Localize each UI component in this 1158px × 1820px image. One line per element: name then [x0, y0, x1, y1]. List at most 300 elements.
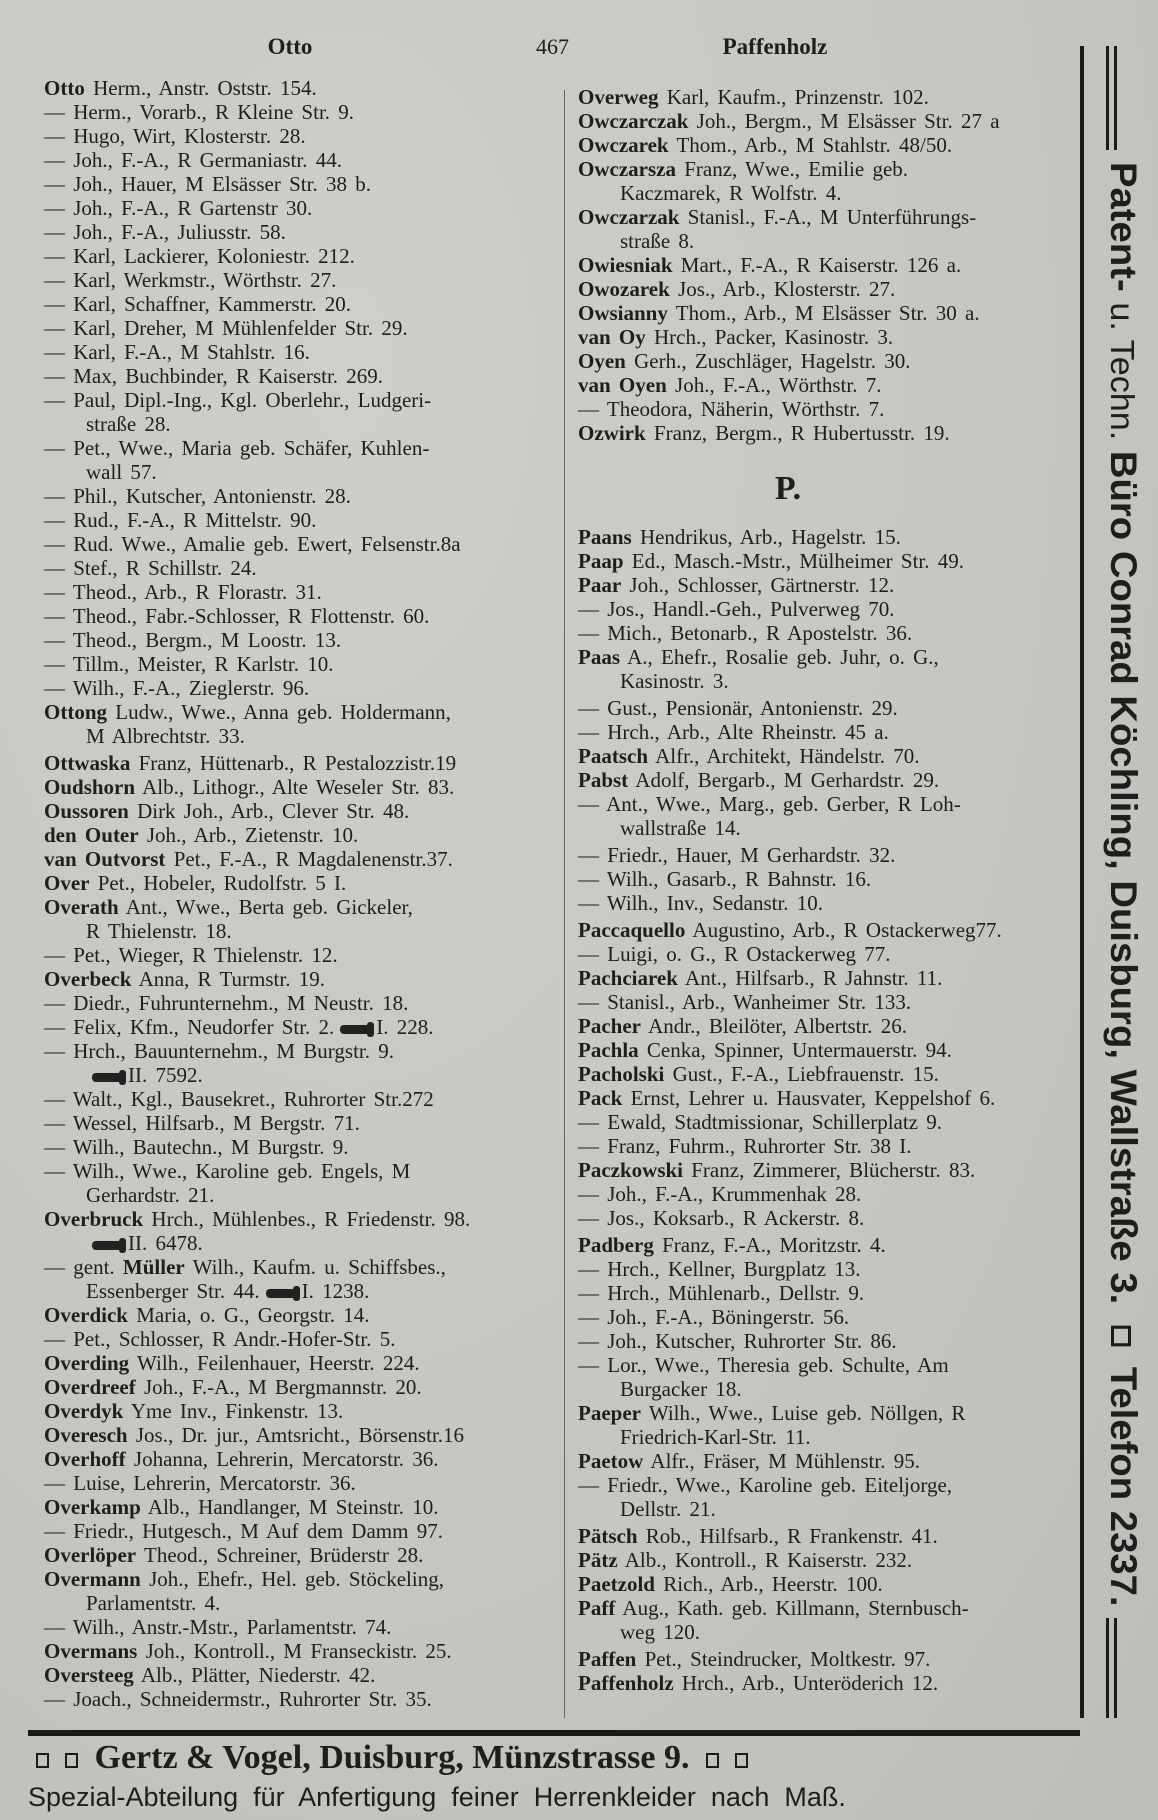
entry-line	[578, 843, 1078, 867]
entry-continuation-line	[44, 1183, 556, 1207]
entry-line	[44, 1327, 556, 1351]
entry-line	[44, 1519, 556, 1543]
directory-entry	[44, 1567, 556, 1615]
entry-line	[578, 157, 1078, 181]
entry-line	[578, 373, 1078, 397]
phone-icon	[340, 1025, 370, 1034]
entry-line	[578, 1086, 1078, 1110]
entry-text: I. 228.	[376, 1015, 434, 1039]
entry-text: Thom., Arb., M Elsässer Str. 30 a.	[667, 301, 980, 325]
entry-line	[578, 1257, 1078, 1281]
directory-entry	[578, 573, 1078, 597]
entry-line	[578, 1353, 1078, 1377]
entry-text: Hrch., Arb., Unteröderich 12.	[673, 1671, 939, 1695]
entry-line	[578, 645, 1078, 669]
surname: Overkamp	[44, 1495, 141, 1519]
directory-entry	[44, 1399, 556, 1423]
entry-continuation-line	[578, 1425, 1078, 1449]
entry-group	[44, 751, 556, 1711]
entry-text: — Wilh., Inv., Sedanstr. 10.	[578, 891, 824, 915]
directory-entry	[44, 388, 556, 436]
surname: Owozarek	[578, 277, 670, 301]
left-column	[44, 76, 556, 1711]
surname: Paetow	[578, 1449, 644, 1473]
directory-entry	[44, 124, 556, 148]
double-rule-top-a	[1106, 46, 1109, 150]
surname: Paeper	[578, 1401, 641, 1425]
entry-text: Cenka, Spinner, Untermauerstr. 94.	[638, 1038, 952, 1062]
entry-text: Burgacker 18.	[620, 1377, 742, 1401]
entry-line	[578, 1329, 1078, 1353]
directory-entry	[44, 1687, 556, 1711]
entry-text: — Walt., Kgl., Bausekret., Ruhrorter Str.272	[44, 1087, 434, 1111]
entry-text: Alb., Kontroll., R Kaiserstr. 232.	[617, 1548, 913, 1572]
entry-line	[578, 990, 1078, 1014]
directory-entry	[44, 628, 556, 652]
entry-text: Theod., Schreiner, Brüderstr 28.	[136, 1543, 424, 1567]
directory-entry	[578, 1134, 1078, 1158]
entry-line	[578, 253, 1078, 277]
entry-group	[578, 1233, 1078, 1521]
entry-line	[44, 943, 556, 967]
entry-line	[578, 1524, 1078, 1548]
surname: Overbeck	[44, 967, 132, 991]
entry-line	[578, 792, 1078, 816]
directory-entry	[578, 942, 1078, 966]
entry-text: Aug., Kath. geb. Killmann, Sternbusch-	[615, 1596, 969, 1620]
surname: Over	[44, 871, 90, 895]
surname: Pachla	[578, 1038, 639, 1062]
entry-line	[578, 1647, 1078, 1671]
entry-line	[578, 891, 1078, 915]
entry-line	[578, 1014, 1078, 1038]
entry-text: Franz, Zimmerer, Blücherstr. 83.	[683, 1158, 976, 1182]
entry-text: II. 6478.	[128, 1231, 203, 1255]
entry-text: — Luigi, o. G., R Ostackerweg 77.	[578, 942, 891, 966]
directory-entry	[578, 1305, 1078, 1329]
entry-text: Thom., Arb., M Stahlstr. 48/50.	[668, 133, 953, 157]
directory-entry	[44, 1303, 556, 1327]
entry-text: Franz, F.-A., Moritzstr. 4.	[653, 1233, 886, 1257]
directory-entry	[44, 1663, 556, 1687]
entry-line	[578, 301, 1078, 325]
entry-group	[578, 843, 1078, 915]
surname: Paans	[578, 525, 632, 549]
entry-line	[44, 1159, 556, 1183]
entry-line	[44, 580, 556, 604]
bottom-ad-tagline: Spezial-Abteilung für Anfertigung feiner Herrenkleider nach Maß.	[28, 1782, 846, 1812]
entry-line	[578, 109, 1078, 133]
directory-entry	[578, 1473, 1078, 1521]
entry-line	[578, 966, 1078, 990]
directory-entry	[578, 1572, 1078, 1596]
square-ornament-icon	[65, 1753, 78, 1768]
entry-text: I. 1238.	[301, 1279, 370, 1303]
directory-entry	[44, 1543, 556, 1567]
entry-line	[578, 1449, 1078, 1473]
entry-line	[44, 148, 556, 172]
directory-entry	[578, 1062, 1078, 1086]
entry-line	[578, 720, 1078, 744]
entry-text: Gerhardstr. 21.	[86, 1183, 215, 1207]
directory-entry	[44, 172, 556, 196]
entry-line	[44, 676, 556, 700]
entry-text: — Gust., Pensionär, Antonienstr. 29.	[578, 696, 898, 720]
directory-entry	[578, 792, 1078, 840]
entry-text: — Stef., R Schillstr. 24.	[44, 556, 257, 580]
square-ornament-icon	[735, 1753, 748, 1768]
surname: Owiesniak	[578, 253, 673, 277]
directory-entry	[578, 891, 1078, 915]
entry-line	[578, 133, 1078, 157]
entry-group	[578, 918, 1078, 1230]
entry-text: Joh., Bergm., M Elsässer Str. 27 a	[688, 109, 1000, 133]
directory-entry	[44, 556, 556, 580]
entry-line	[44, 823, 556, 847]
entry-line	[578, 325, 1078, 349]
entry-text: — Phil., Kutscher, Antonienstr. 28.	[44, 484, 351, 508]
entry-line	[578, 1158, 1078, 1182]
surname: Overmann	[44, 1567, 141, 1591]
entry-line	[578, 573, 1078, 597]
entry-text: Franz, Wwe., Emilie geb.	[675, 157, 909, 181]
entry-line	[578, 1233, 1078, 1257]
entry-line	[578, 867, 1078, 891]
directory-entry	[578, 133, 1078, 157]
entry-text: — Mich., Betonarb., R Apostelstr. 36.	[578, 621, 913, 645]
entry-line	[44, 1543, 556, 1567]
directory-entry	[578, 325, 1078, 349]
directory-entry	[44, 1135, 556, 1159]
entry-line	[578, 349, 1078, 373]
entry-text: — Max, Buchbinder, R Kaiserstr. 269.	[44, 364, 384, 388]
directory-entry	[44, 1159, 556, 1207]
surname: Oudshorn	[44, 775, 136, 799]
entry-line	[44, 220, 556, 244]
surname: Overding	[44, 1351, 130, 1375]
entry-text: Wilh., Feilenhauer, Heerstr. 224.	[129, 1351, 420, 1375]
surname: Paczkowski	[578, 1158, 683, 1182]
directory-entry	[44, 1327, 556, 1351]
entry-text: — Jos., Koksarb., R Ackerstr. 8.	[578, 1206, 865, 1230]
entry-line	[44, 124, 556, 148]
side-ad-telephone: Telefon 2337.	[1103, 1366, 1144, 1607]
entry-text: — Hugo, Wirt, Klosterstr. 28.	[44, 124, 306, 148]
directory-entry	[578, 1353, 1078, 1401]
entry-text: — Hrch., Bauunternehm., M Burgstr. 9.	[44, 1039, 394, 1063]
entry-line	[44, 436, 556, 460]
directory-entry	[578, 1086, 1078, 1110]
entry-text: Kaczmarek, R Wolfstr. 4.	[620, 181, 842, 205]
surname: Paap	[578, 549, 624, 573]
directory-entry	[44, 1447, 556, 1471]
surname: Padberg	[578, 1233, 654, 1257]
column-divider	[564, 90, 565, 1718]
entry-text: — Wessel, Hilfsarb., M Bergstr. 71.	[44, 1111, 360, 1135]
entry-text: — Joh., F.-A., Krummenhak 28.	[578, 1182, 862, 1206]
entry-line	[44, 484, 556, 508]
entry-text: — Joh., F.-A., Böningerstr. 56.	[578, 1305, 850, 1329]
directory-entry	[44, 1471, 556, 1495]
entry-line	[578, 1134, 1078, 1158]
surname: Paffen	[578, 1647, 637, 1671]
entry-text: Wilh., Wwe., Luise geb. Nöllgen, R	[640, 1401, 966, 1425]
entry-text: Ernst, Lehrer u. Hausvater, Keppelshof 6.	[622, 1086, 996, 1110]
directory-entry	[44, 1423, 556, 1447]
entry-line	[44, 1015, 556, 1039]
entry-text: Adolf, Bergarb., M Gerhardstr. 29.	[628, 768, 940, 792]
entry-text: Herm., Anstr. Oststr. 154.	[84, 76, 317, 100]
surname: Pabst	[578, 768, 629, 792]
surname: Pätsch	[578, 1524, 638, 1548]
entry-continuation-line	[44, 1279, 556, 1303]
entry-line	[578, 1572, 1078, 1596]
bottom-ad-line2	[28, 1778, 1080, 1816]
entry-group	[578, 1524, 1078, 1644]
entry-text: Joh., Arb., Zietenstr. 10.	[138, 823, 359, 847]
entry-continuation-line	[578, 181, 1078, 205]
entry-text: Pet., Steindrucker, Moltkestr. 97.	[636, 1647, 931, 1671]
entry-text: Wilh., Kaufm. u. Schiffsbes.,	[184, 1255, 446, 1279]
surname: Pacher	[578, 1014, 641, 1038]
entry-continuation-line	[578, 1497, 1078, 1521]
directory-entry	[578, 1206, 1078, 1230]
directory-entry	[578, 1182, 1078, 1206]
directory-entry	[578, 1038, 1078, 1062]
entry-line	[44, 847, 556, 871]
entry-line	[44, 532, 556, 556]
directory-entry	[578, 109, 1078, 133]
entry-text: Hrch., Packer, Kasinostr. 3.	[645, 325, 894, 349]
directory-entry	[44, 532, 556, 556]
entry-line	[578, 421, 1078, 445]
entry-line	[578, 525, 1078, 549]
entry-line	[44, 751, 556, 775]
directory-entry	[44, 484, 556, 508]
entry-text: — Joh., F.-A., R Germaniastr. 44.	[44, 148, 342, 172]
surname: Paatsch	[578, 744, 648, 768]
entry-text: R Thielenstr. 18.	[86, 919, 232, 943]
entry-text: Alfr., Fräser, M Mühlenstr. 95.	[643, 1449, 920, 1473]
entry-text: Anna, R Turmstr. 19.	[131, 967, 325, 991]
entry-text: Ludw., Wwe., Anna geb. Holdermann,	[107, 700, 451, 724]
entry-line	[44, 1663, 556, 1687]
phone-icon	[92, 1241, 122, 1250]
entry-text: — Joach., Schneidermstr., Ruhrorter Str. 35.	[44, 1687, 432, 1711]
entry-line	[578, 1671, 1078, 1695]
directory-entry	[578, 990, 1078, 1014]
entry-group	[578, 85, 1078, 445]
entry-text: — gent.	[44, 1255, 123, 1279]
directory-entry	[44, 676, 556, 700]
directory-entry	[578, 696, 1078, 720]
entry-line	[44, 100, 556, 124]
directory-entry	[578, 1257, 1078, 1281]
right-column-p-entries	[578, 525, 1078, 1695]
bottom-ad-company: Gertz & Vogel, Duisburg, Münzstrasse 9.	[94, 1739, 690, 1776]
entry-line	[578, 1596, 1078, 1620]
entry-text: — Wilh., Wwe., Karoline geb. Engels, M	[44, 1159, 411, 1183]
surname: van Outvorst	[44, 847, 166, 871]
entry-line	[578, 597, 1078, 621]
directory-entry	[44, 1039, 556, 1087]
directory-entry	[44, 436, 556, 484]
entry-text: Alb., Lithogr., Alte Weseler Str. 83.	[135, 775, 455, 799]
directory-entry	[578, 85, 1078, 109]
surname: Overdyk	[44, 1399, 124, 1423]
entry-text: — Wilh., Gasarb., R Bahnstr. 16.	[578, 867, 872, 891]
entry-line	[44, 1639, 556, 1663]
directory-entry	[578, 1596, 1078, 1644]
entry-text: — Theod., Bergm., M Loostr. 13.	[44, 628, 342, 652]
entry-continuation-line	[578, 816, 1078, 840]
entry-text: Franz, Hüttenarb., R Pestalozzistr.19	[130, 751, 457, 775]
surname: Overdreef	[44, 1375, 136, 1399]
directory-entry	[44, 895, 556, 943]
entry-line	[44, 1135, 556, 1159]
entry-line	[578, 768, 1078, 792]
section-heading: P.	[774, 470, 802, 507]
entry-text: straße 28.	[86, 412, 171, 436]
directory-entry	[44, 364, 556, 388]
entry-text: Johanna, Lehrerin, Mercatorstr. 36.	[125, 1447, 439, 1471]
entry-text: — Franz, Fuhrm., Ruhrorter Str. 38 I.	[578, 1134, 912, 1158]
surname: Overesch	[44, 1423, 128, 1447]
surname: den Outer	[44, 823, 139, 847]
entry-text: Pet., Hobeler, Rudolfstr. 5 I.	[89, 871, 347, 895]
entry-text: Joh., F.-A., M Bergmannstr. 20.	[135, 1375, 422, 1399]
entry-line	[44, 1303, 556, 1327]
surname: Overbruck	[44, 1207, 144, 1231]
entry-line	[578, 397, 1078, 421]
entry-continuation-line	[44, 919, 556, 943]
directory-entry	[578, 744, 1078, 768]
entry-text: — Karl, Dreher, M Mühlenfelder Str. 29.	[44, 316, 408, 340]
entry-continuation-line	[578, 1620, 1078, 1644]
entry-line	[44, 556, 556, 580]
entry-text: — Felix, Kfm., Neudorfer Str. 2.	[44, 1015, 335, 1039]
directory-entry	[44, 775, 556, 799]
entry-text: — Luise, Lehrerin, Mercatorstr. 36.	[44, 1471, 356, 1495]
side-ad-office: Büro Conrad Köchling, Duisburg, Wallstraße 3.	[1103, 450, 1144, 1305]
entry-line	[44, 628, 556, 652]
entry-text: Augustino, Arb., R Ostackerweg77.	[685, 918, 1002, 942]
entry-continuation-line	[578, 229, 1078, 253]
entry-continuation-line	[44, 1591, 556, 1615]
entry-text: Karl, Kaufm., Prinzenstr. 102.	[658, 85, 929, 109]
directory-entry	[578, 1401, 1078, 1449]
surname: Ottong	[44, 700, 107, 724]
directory-entry	[44, 580, 556, 604]
side-ad-border	[1080, 46, 1084, 1718]
entry-line	[44, 1207, 556, 1231]
surname: Owczarczak	[578, 109, 689, 133]
entry-line	[578, 1473, 1078, 1497]
square-ornament-icon	[706, 1753, 719, 1768]
entry-line	[44, 1615, 556, 1639]
header-right-keyword: Paffenholz	[722, 34, 828, 59]
entry-line	[44, 1351, 556, 1375]
directory-entry	[44, 1639, 556, 1663]
entry-text: Parlamentstr. 4.	[86, 1591, 221, 1615]
surname: Paffenholz	[578, 1671, 674, 1695]
directory-entry	[578, 918, 1078, 942]
entry-line	[44, 604, 556, 628]
directory-entry	[44, 1495, 556, 1519]
entry-continuation-line	[44, 724, 556, 748]
entry-continuation-line	[44, 460, 556, 484]
directory-entry	[578, 1671, 1078, 1695]
entry-text: Joh., Schlosser, Gärtnerstr. 12.	[621, 573, 895, 597]
entry-text: — Paul, Dipl.-Ing., Kgl. Oberlehr., Ludgeri-	[44, 388, 432, 412]
square-ornament-icon	[36, 1753, 49, 1768]
entry-text: — Karl, Schaffner, Kammerstr. 20.	[44, 292, 352, 316]
directory-entry	[578, 301, 1078, 325]
entry-text: — Rud., F.-A., R Mittelstr. 90.	[44, 508, 317, 532]
directory-entry	[578, 867, 1078, 891]
directory-entry	[578, 1647, 1078, 1671]
directory-entry	[578, 253, 1078, 277]
entry-text: Franz, Bergm., R Hubertusstr. 19.	[645, 421, 950, 445]
entry-text: — Wilh., Bautechn., M Burgstr. 9.	[44, 1135, 349, 1159]
directory-entry	[44, 76, 556, 100]
entry-line	[44, 292, 556, 316]
directory-entry	[44, 292, 556, 316]
entry-text: — Joh., F.-A., Juliusstr. 58.	[44, 220, 286, 244]
directory-entry	[578, 621, 1078, 645]
entry-line	[44, 967, 556, 991]
directory-entry	[578, 397, 1078, 421]
entry-line	[44, 364, 556, 388]
directory-entry	[44, 799, 556, 823]
surname: Paccaquello	[578, 918, 686, 942]
side-ad-patent: Patent-	[1103, 162, 1144, 292]
directory-entry	[578, 768, 1078, 792]
entry-text: — Friedr., Hauer, M Gerhardstr. 32.	[578, 843, 896, 867]
entry-text: — Hrch., Mühlenarb., Dellstr. 9.	[578, 1281, 865, 1305]
directory-entry	[44, 1519, 556, 1543]
entry-group	[578, 696, 1078, 840]
directory-entry	[578, 1548, 1078, 1572]
entry-line	[578, 1401, 1078, 1425]
surname: Oussoren	[44, 799, 129, 823]
directory-entry	[44, 268, 556, 292]
entry-line	[44, 1567, 556, 1591]
entry-line	[44, 1111, 556, 1135]
surname: van Oy	[578, 325, 646, 349]
entry-text: — Lor., Wwe., Theresia geb. Schulte, Am	[578, 1353, 949, 1377]
entry-text: Alfr., Architekt, Händelstr. 70.	[648, 744, 920, 768]
entry-text: — Hrch., Kellner, Burgplatz 13.	[578, 1257, 861, 1281]
directory-entry	[44, 991, 556, 1015]
entry-line	[44, 1375, 556, 1399]
entry-text: — Jos., Handl.-Geh., Pulverweg 70.	[578, 597, 895, 621]
entry-text: — Herm., Vorarb., R Kleine Str. 9.	[44, 100, 355, 124]
entry-text: wall 57.	[86, 460, 157, 484]
surname: Paar	[578, 573, 622, 597]
directory-entry	[44, 943, 556, 967]
entry-text: Jos., Arb., Klosterstr. 27.	[669, 277, 896, 301]
entry-line	[44, 388, 556, 412]
surname: Overhoff	[44, 1447, 126, 1471]
directory-entry	[44, 1207, 556, 1255]
entry-text: — Pet., Schlosser, R Andr.-Hofer-Str. 5.	[44, 1327, 396, 1351]
entry-line	[578, 942, 1078, 966]
directory-entry	[44, 1615, 556, 1639]
surname: Overdick	[44, 1303, 128, 1327]
entry-line	[44, 76, 556, 100]
entry-text: — Rud. Wwe., Amalie geb. Ewert, Felsenstr.8a	[44, 532, 461, 556]
